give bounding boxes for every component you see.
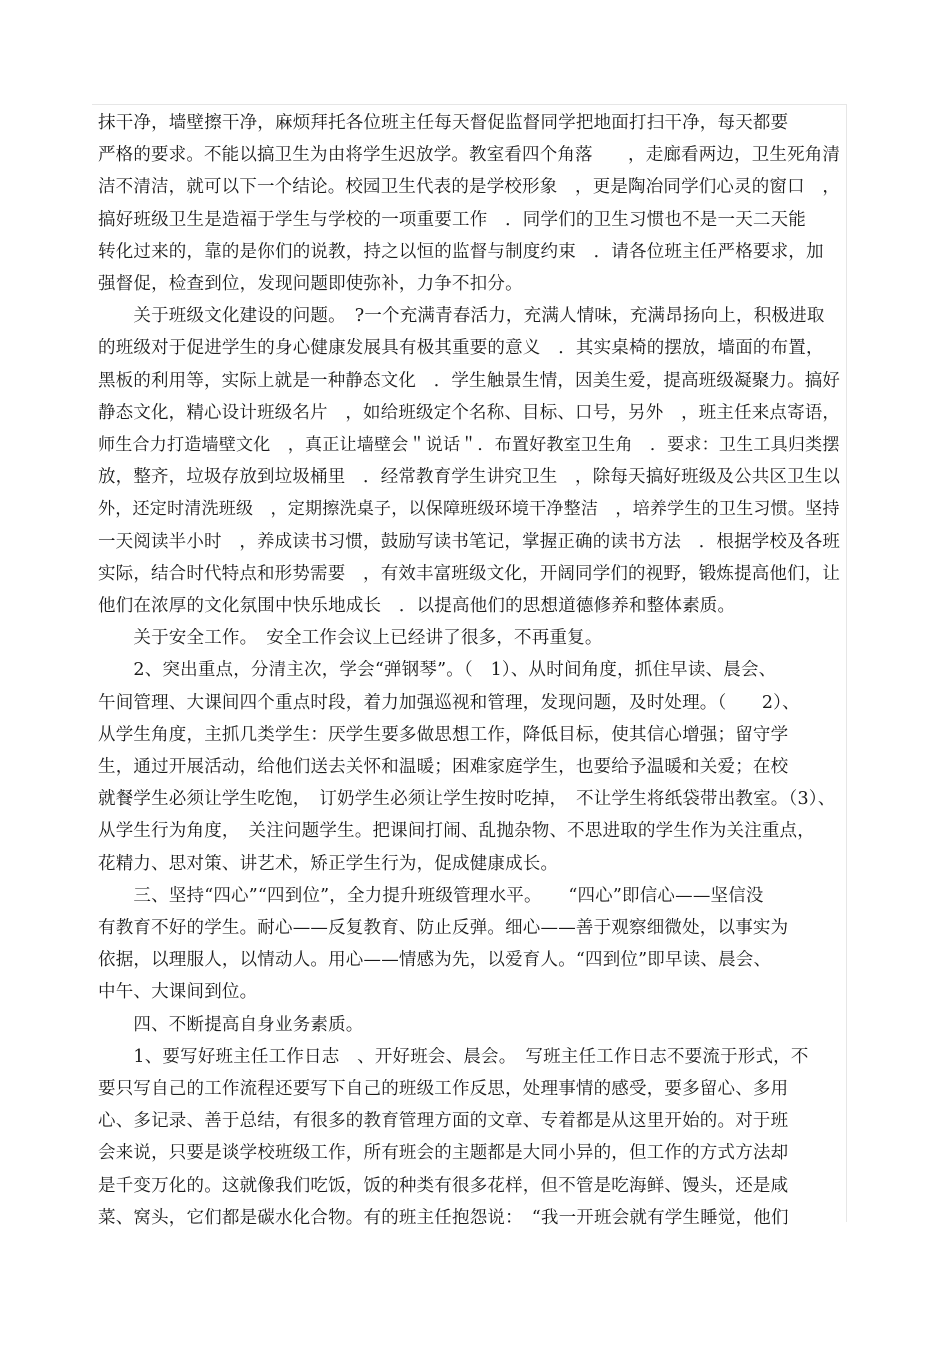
text-line: 会来说，只要是谈学校班级工作，所有班会的主题都是大同小异的，但工作的方式方法却 [98,1143,789,1164]
text-line: 就餐学生必须让学生吃饱， 订奶学生必须让学生按时吃掉， 不让学生将纸袋带出教室。（3）、 [98,789,836,810]
text-line: 洁不清洁，就可以下一个结论。校园卫生代表的是学校形象 ，更是陶冶同学们心灵的窗口 ， [98,177,841,198]
text-line: 生，通过开展活动，给他们送去关怀和温暖；困难家庭学生，也要给予温暖和关爱；在校 [98,757,789,777]
text-line: 一天阅读半小时 ，养成读书习惯，鼓励写读书笔记，掌握正确的读书方法 ．根据学校及各班 [98,531,841,552]
text-line: 抹干净，墙壁擦干净，麻烦拜托各位班主任每天督促监督同学把地面打扫干净，每天都要 [98,113,789,133]
text-line: 心、多记录、善于总结，有很多的教育管理方面的文章、专着都是从这里开始的。对于班 [98,1111,789,1132]
text-line: 关于安全工作。 安全工作会议上已经讲了很多，不再重复。 [98,628,603,649]
page-border-top [92,104,846,105]
text-line: 1、要写好班主任工作日志 、开好班会、晨会。 写班主任工作日志不要流于形式，不 [98,1046,809,1067]
text-line: 中午、大课间到位。 [98,982,258,1003]
text-line: 转化过来的，靠的是你们的说教，持之以恒的监督与制度约束 ．请各位班主任严格要求，加 [98,241,824,262]
text-line: 是千变万化的。这就像我们吃饭，饭的种类有很多花样，但不管是吃海鲜、馒头，还是咸 [98,1175,789,1196]
text-line: 实际，结合时代特点和形势需要 ，有效丰富班级文化，开阔同学们的视野，锻炼提高他们，让 [98,563,841,584]
text-line: 三、坚持“四心”“四到位”，全力提升班级管理水平。 “四心”即信心——坚信没 [98,885,764,906]
text-line: 强督促，检查到位，发现问题即使弥补，力争不扣分。 [98,274,523,294]
text-line: 从学生行为角度， 关注问题学生。把课间打闹、乱抛杂物、不思进取的学生作为关注重点， [98,821,815,842]
text-line: 静态文化，精心设计班级名片 ，如给班级定个名称、目标、口号，另外 ，班主任来点寄语， [98,402,841,423]
text-line: 菜、窝头，它们都是碳水化合物。有的班主任抱怨说： “我一开班会就有学生睡觉，他们 [98,1207,789,1228]
text-line: 关于班级文化建设的问题。 ?一个充满青春活力，充满人情味，充满昂扬向上，积极进取 [98,306,825,327]
text-line: 他们在浓厚的文化氛围中快乐地成长 ．以提高他们的思想道德修养和整体素质。 [98,596,736,616]
text-line: 外，还定时清洗班级 ，定期擦洗桌子，以保障班级环境干净整洁 ，培养学生的卫生习惯。坚持 [98,499,840,520]
text-line: 依据，以理服人，以情动人。用心——情感为先，以爱育人。“四到位”即早读、晨会、 [98,950,772,971]
text-line: 严格的要求。不能以搞卫生为由将学生迟放学。教室看四个角落 ，走廊看两边，卫生死角清 [98,145,841,166]
text-line: 花精力、思对策、讲艺术，矫正学生行为，促成健康成长。 [98,853,559,874]
text-line: 要只写自己的工作流程还要写下自己的班级工作反思，处理事情的感受，要多留心、多用 [98,1079,789,1099]
page-border-right [846,104,847,1222]
text-line: 的班级对于促进学生的身心健康发展具有极其重要的意义 ．其实桌椅的摆放，墙面的布置， [98,338,824,359]
text-line: 有教育不好的学生。耐心——反复教育、防止反弹。细心——善于观察细微处，以事实为 [98,918,789,938]
text-line: 黑板的利用等，实际上就是一种静态文化 ．学生触景生情，因美生爱，提高班级凝聚力。搞好 [98,370,841,391]
text-line: 放，整齐，垃圾存放到垃圾桶里 ．经常教育学生讲究卫生 ，除每天搞好班级及公共区卫生以 [98,467,841,488]
text-line: 2、突出重点，分清主次，学会“弹钢琴”。（ 1）、从时间角度，抓住早读、晨会、 [98,660,777,681]
text-line: 搞好班级卫生是造福于学生与学校的一项重要工作 ．同学们的卫生习惯也不是一天二天能 [98,209,806,230]
text-line: 从学生角度，主抓几类学生：厌学生要多做思想工作，降低目标，使其信心增强；留守学 [98,724,789,745]
text-line: 四、不断提高自身业务素质。 [98,1014,364,1035]
text-line: 午间管理、大课间四个重点时段，着力加强巡视和管理，发现问题，及时处理。（ 2）、 [98,692,800,713]
text-line: 师生合力打造墙壁文化 ，真正让墙壁会＂说话＂．布置好教室卫生角 ．要求：卫生工具归类摆 [98,435,840,455]
